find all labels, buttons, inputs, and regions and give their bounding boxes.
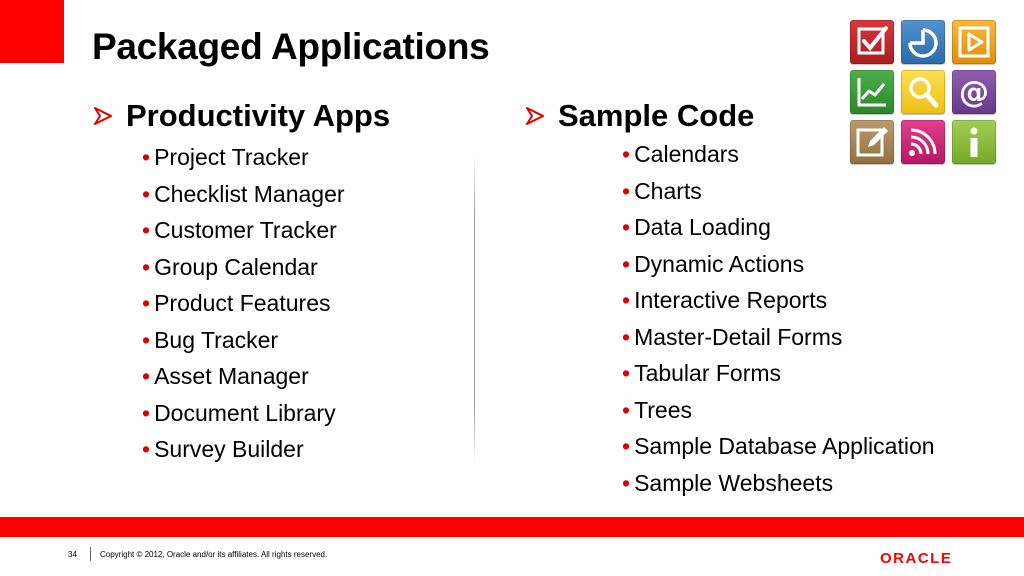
arrow-right-icon — [92, 105, 114, 127]
list-item: • Asset Manager — [142, 363, 309, 389]
list-item: • Customer Tracker — [142, 217, 337, 243]
productivity-apps-title: Productivity Apps — [126, 98, 391, 133]
list-item: • Charts — [622, 177, 702, 204]
corner-accent — [0, 0, 64, 63]
footer-divider — [90, 547, 91, 561]
list-item: • Sample Websheets — [622, 469, 834, 496]
list-item: • Interactive Reports — [622, 287, 828, 313]
list-item: • Group Calendar — [142, 253, 318, 280]
copyright-notice: Copyright © 2012, Oracle and/or its affiliates. All rights reserved. — [100, 550, 328, 559]
list-item: • Data Loading — [622, 214, 771, 240]
checkbox-icon — [850, 20, 894, 64]
play-icon — [952, 20, 996, 64]
list-item: • Dynamic Actions — [622, 250, 805, 277]
list-item: • Project Tracker — [142, 144, 309, 170]
list-item: • Survey Builder — [142, 436, 304, 462]
footer-bar — [0, 517, 1024, 537]
svg-text:@: @ — [959, 75, 989, 110]
oracle-logo: ORACLE — [880, 550, 953, 567]
list-item: • Checklist Manager — [142, 180, 345, 207]
pie-chart-icon — [901, 20, 945, 64]
list-item: • Calendars — [622, 141, 739, 167]
sample-code-heading — [524, 96, 994, 136]
list-item: • Trees — [622, 396, 693, 423]
list-item: • Tabular Forms — [622, 360, 782, 386]
productivity-apps-heading — [92, 96, 472, 136]
sample-code-title: Sample Code — [558, 98, 755, 133]
column-divider — [474, 155, 475, 465]
arrow-right-icon — [524, 105, 546, 127]
list-item: • Master-Detail Forms — [622, 323, 843, 350]
productivity-apps-list — [142, 139, 472, 468]
page-number: 34 — [68, 550, 77, 559]
list-item: • Bug Tracker — [142, 326, 279, 353]
list-item: • Product Features — [142, 290, 331, 316]
slide-title: Packaged Applications — [92, 26, 490, 67]
list-item: • Document Library — [142, 399, 336, 426]
sample-code-column — [524, 96, 994, 501]
list-item: • Sample Database Application — [622, 433, 935, 459]
productivity-apps-column — [92, 96, 472, 468]
sample-code-list — [622, 136, 994, 501]
